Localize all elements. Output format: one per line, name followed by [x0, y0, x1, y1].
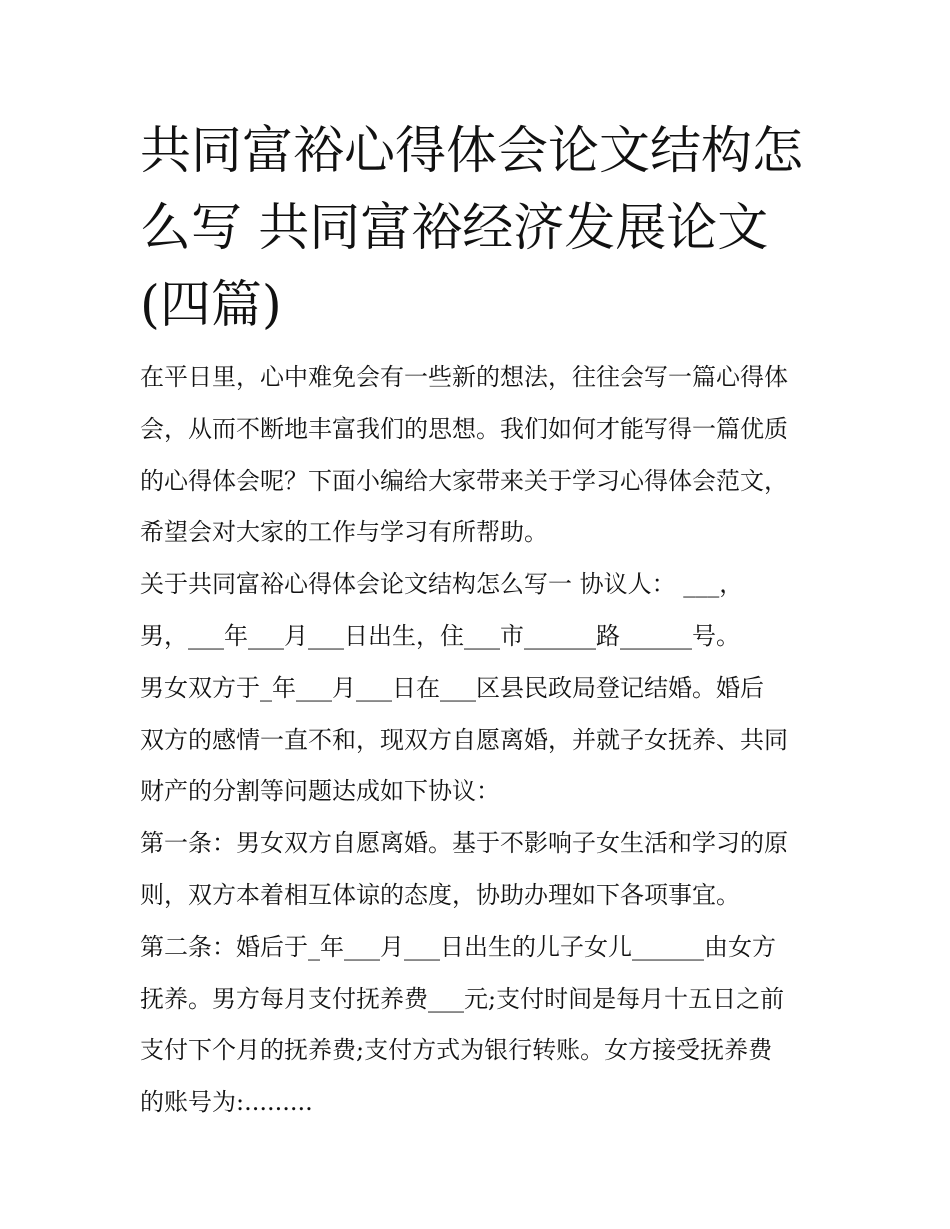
body-line: 会，从而不断地丰富我们的思想。我们如何才能写得一篇优质 — [140, 414, 788, 443]
body-line: 支付下个月的抚养费;支付方式为银行转账。女方接受抚养费 — [140, 1036, 773, 1065]
body-line: 则，双方本着相互体谅的态度，协助办理如下各项事宜。 — [140, 880, 740, 909]
document-body — [140, 352, 830, 1129]
body-line: 希望会对大家的工作与学习有所帮助。 — [140, 518, 548, 547]
body-line: 的账号为:......... — [140, 1088, 313, 1117]
title-line-1: 共同富裕心得体会论文结构怎 — [140, 122, 804, 181]
body-line: 的心得体会呢？下面小编给大家带来关于学习心得体会范文， — [140, 466, 788, 495]
body-line: 财产的分割等问题达成如下协议： — [140, 777, 500, 806]
body-line: 双方的感情一直不和，现双方自愿离婚，并就子女抚养、共同 — [140, 725, 788, 754]
body-line: 男女双方于_年___月___日在___区县民政局登记结婚。婚后 — [140, 673, 764, 702]
body-line: 男，___年___月___日出生，住___市______路______号。 — [140, 621, 740, 650]
document-title — [140, 113, 840, 344]
body-line: 第一条：男女双方自愿离婚。基于不影响子女生活和学习的原 — [140, 829, 788, 858]
title-line-2: 么写 共同富裕经济发展论文 — [140, 199, 769, 258]
body-line: 抚养。男方每月支付抚养费___元;支付时间是每月十五日之前 — [140, 984, 785, 1013]
body-line: 第二条：婚后于_年___月___日出生的儿子女儿______由女方 — [140, 932, 776, 961]
body-line: 在平日里，心中难免会有一些新的想法，往往会写一篇心得体 — [140, 363, 788, 391]
body-line: 关于共同富裕心得体会论文结构怎么写一 协议人： ___， — [140, 570, 744, 599]
title-line-3: (四篇) — [140, 276, 282, 335]
